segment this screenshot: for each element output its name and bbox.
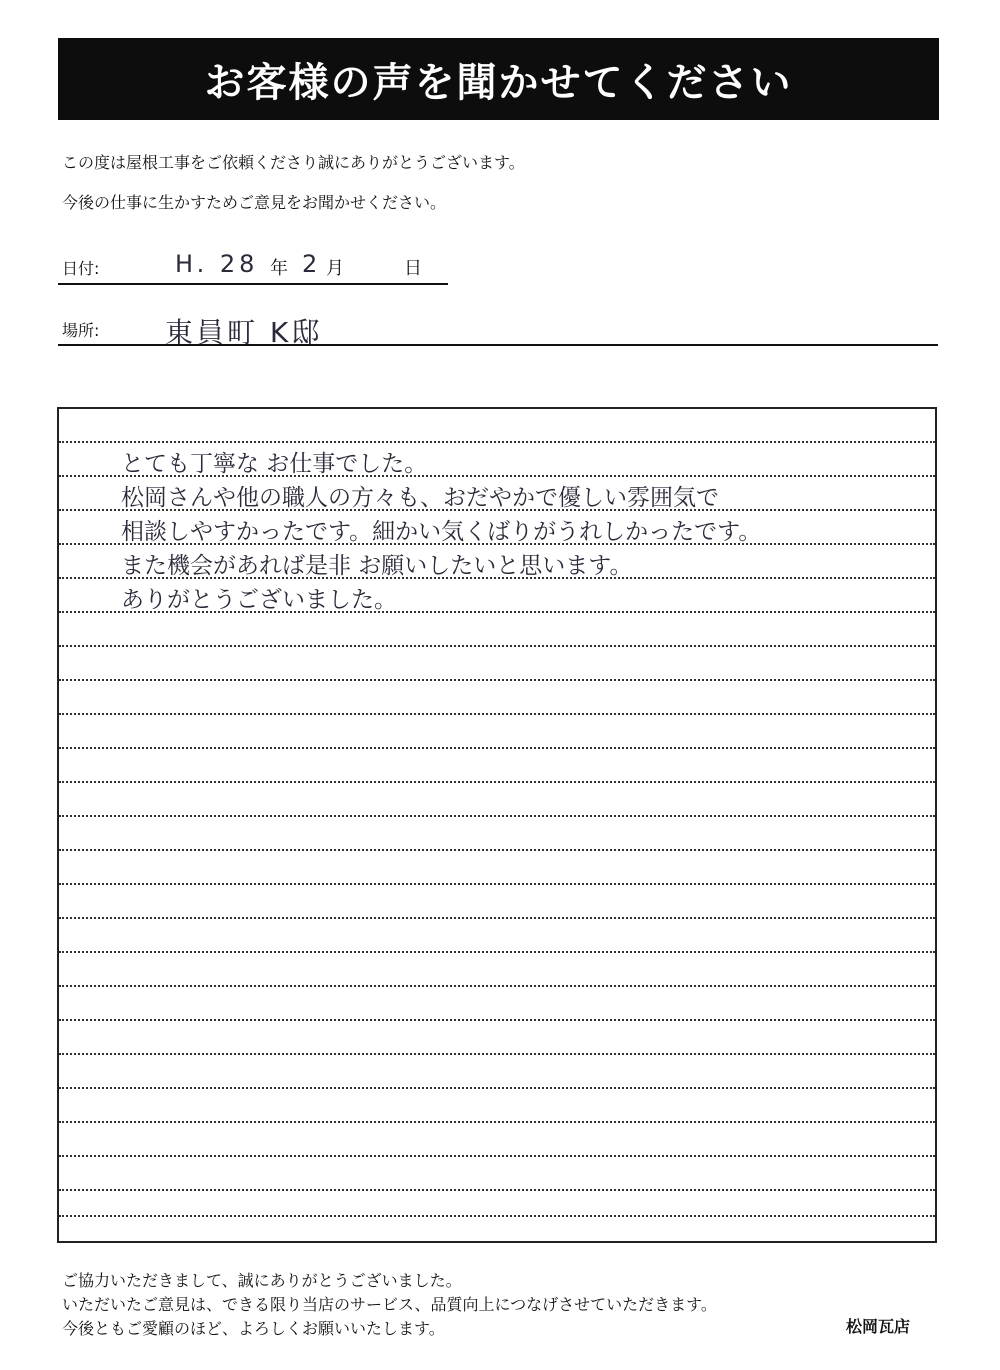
place-label: 場所: <box>62 321 100 340</box>
ruled-line <box>59 1155 935 1157</box>
ruled-line <box>59 917 935 919</box>
ruled-line <box>59 713 935 715</box>
footer-line-3: 今後ともご愛顧のほど、よろしくお願いいたします。 <box>62 1319 445 1338</box>
footer-line-1: ご協力いただきまして、誠にありがとうございました。 <box>62 1271 462 1290</box>
comment-line-4: また機会があれば是非 お願いしたいと思います。 <box>121 553 633 579</box>
day-unit-label: 日 <box>404 258 422 279</box>
place-underline <box>58 344 938 346</box>
ruled-line <box>59 1121 935 1123</box>
ruled-line <box>59 883 935 885</box>
ruled-line <box>59 1215 935 1217</box>
comment-line-2: 松岡さんや他の職人の方々も、おだやかで優しい雰囲気で <box>121 485 719 511</box>
ruled-line <box>59 645 935 647</box>
ruled-line <box>59 849 935 851</box>
ruled-line <box>59 1189 935 1191</box>
place-value: 東員町 K邸 <box>165 316 323 349</box>
comment-box <box>57 407 937 1243</box>
ruled-line <box>59 815 935 817</box>
ruled-line <box>59 1053 935 1055</box>
date-month-value: 2 <box>302 250 318 278</box>
ruled-line <box>59 679 935 681</box>
ruled-line <box>59 1019 935 1021</box>
footer-line-2: いただいたご意見は、できる限り当店のサービス、品質向上につなげさせていただきます。 <box>62 1295 717 1314</box>
month-unit-label: 月 <box>326 258 344 279</box>
ruled-line <box>59 951 935 953</box>
intro-line-2: 今後の仕事に生かすためご意見をお聞かせください。 <box>62 193 447 212</box>
form-title-bar <box>58 38 939 120</box>
date-label: 日付: <box>62 259 100 278</box>
ruled-line <box>59 441 935 443</box>
year-unit-label: 年 <box>270 258 288 279</box>
ruled-line <box>59 985 935 987</box>
ruled-line <box>59 1087 935 1089</box>
intro-line-1: この度は屋根工事をご依頼くださり誠にありがとうございます。 <box>62 153 525 172</box>
shop-name: 松岡瓦店 <box>846 1317 911 1336</box>
comment-line-3: 相談しやすかったです。細かい気くばりがうれしかったです。 <box>121 519 762 545</box>
ruled-line <box>59 781 935 783</box>
form-title: お客様の声を聞かせてください <box>204 59 793 106</box>
date-underline <box>58 283 448 285</box>
date-era-year-value: H. 28 <box>175 250 259 278</box>
comment-line-1: とても丁寧な お仕事でした。 <box>121 451 428 477</box>
ruled-line <box>59 747 935 749</box>
comment-line-5: ありがとうございました。 <box>121 587 397 613</box>
